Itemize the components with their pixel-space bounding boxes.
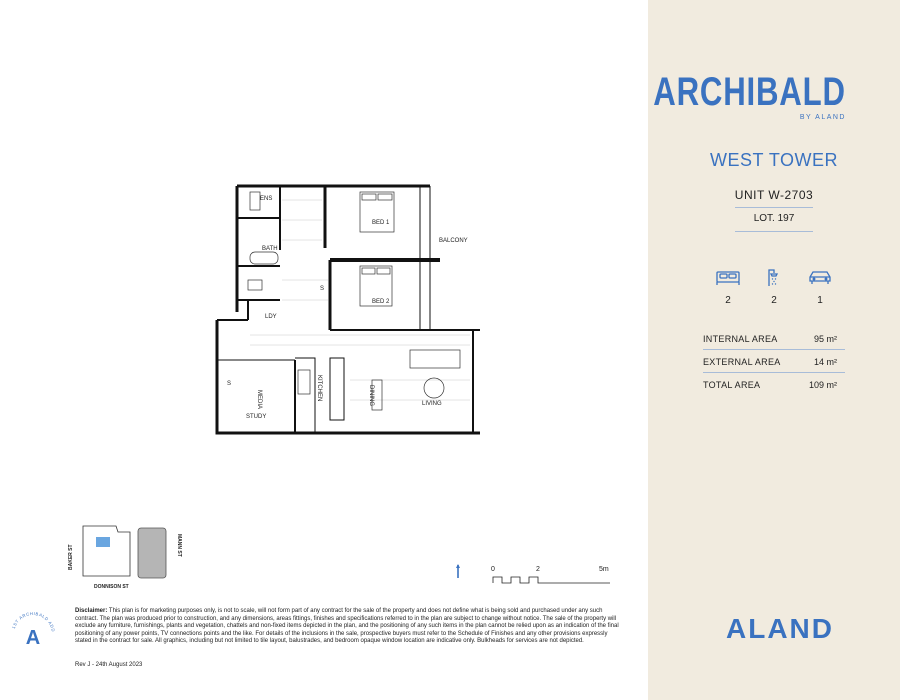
car-space-count: 1 [817, 295, 823, 306]
room-label-bed2: BED 2 [372, 299, 390, 305]
storage-label: S [227, 381, 232, 387]
room-label-bed1: BED 1 [372, 220, 390, 226]
scale-tick-label: 5m [599, 566, 609, 573]
car-icon [806, 266, 834, 288]
aland-logo [710, 612, 850, 644]
archibald-seal-logo [6, 604, 60, 658]
room-label-ens: ENS [260, 196, 273, 202]
area-label: INTERNAL AREA [703, 334, 778, 344]
room-label-bath: BATH [262, 246, 278, 252]
area-value: 95 m² [813, 334, 837, 344]
bed-icon [714, 266, 742, 288]
logo-subtitle: BY ALAND [799, 114, 846, 121]
seal-text: 1ST ARCHIBALD ADD [10, 610, 56, 633]
external-area-row [703, 351, 845, 373]
divider [735, 231, 813, 232]
tower-name: WEST TOWER [709, 150, 838, 170]
room-label-balcony: BALCONY [439, 238, 468, 244]
divider [735, 207, 813, 208]
disclaimer-heading: Disclaimer: [75, 608, 108, 614]
bedroom-count: 2 [725, 295, 731, 306]
room-label-dining: DINING [368, 385, 374, 406]
archibald-logo: ARCHIBALD [653, 70, 846, 114]
seal-letter: A [25, 627, 41, 649]
street-label-mann: MANN ST [176, 534, 182, 557]
site-plan [58, 512, 198, 592]
area-label: EXTERNAL AREA [703, 357, 781, 367]
unit-number: UNIT W-2703 [734, 188, 814, 202]
room-label-living: LIVING [422, 401, 442, 407]
disclaimer [75, 608, 623, 646]
total-area-row [703, 374, 845, 396]
bathroom-count: 2 [771, 295, 777, 306]
scale-bar [488, 563, 618, 591]
area-value: 14 m² [813, 357, 837, 367]
floor-plan [210, 180, 490, 440]
revision-note: Rev J - 24th August 2023 [75, 662, 143, 668]
north-arrow-icon [452, 562, 464, 582]
aland-logo-text: ALAND [726, 613, 834, 644]
internal-area-row [703, 328, 845, 350]
area-label: TOTAL AREA [703, 380, 761, 390]
info-panel [648, 0, 900, 700]
street-label-donnison: DONNISON ST [94, 584, 129, 590]
room-label-study: STUDY [246, 414, 267, 420]
disclaimer-body: This plan is for marketing purposes only, is not to scale, will not form part of any contract for the sale of the property and does not define what is being sold and purchased under any such contract. The plan was produced prior to construction, and any dimensions, areas fittings, finishes and specifications referred to in the plan are subject to change without notice. The sale of the property will exclude any furniture, furnishings, plants and vegetation, chattels and non-fixed items depicted in the plan, and the positioning of any such items in the plan cannot be relied upon as an indication of the final positioning of any power points, TV connections points and the like. For details of the inclusions in the sale, prospective buyers must refer to the Schedule of Finishes and any other provisions expressly stated in the contract for sale. All graphics, including but not limited to tile layout, balustrades, and bedroom opaque window location are indicative only. Bulkheads for services are not depicted. [75, 608, 619, 645]
scale-tick-label: 0 [491, 566, 495, 573]
shower-icon [760, 266, 788, 288]
scale-tick-label: 2 [536, 566, 540, 573]
lot-number: LOT. 197 [753, 213, 795, 224]
room-label-media: MEDIA [256, 390, 262, 410]
room-label-kitchen: KITCHEN [316, 375, 322, 402]
room-label-ldy: LDY [265, 314, 277, 320]
street-label-baker: BAKER ST [68, 544, 74, 570]
storage-label: S [320, 286, 325, 292]
area-value: 109 m² [808, 380, 837, 390]
